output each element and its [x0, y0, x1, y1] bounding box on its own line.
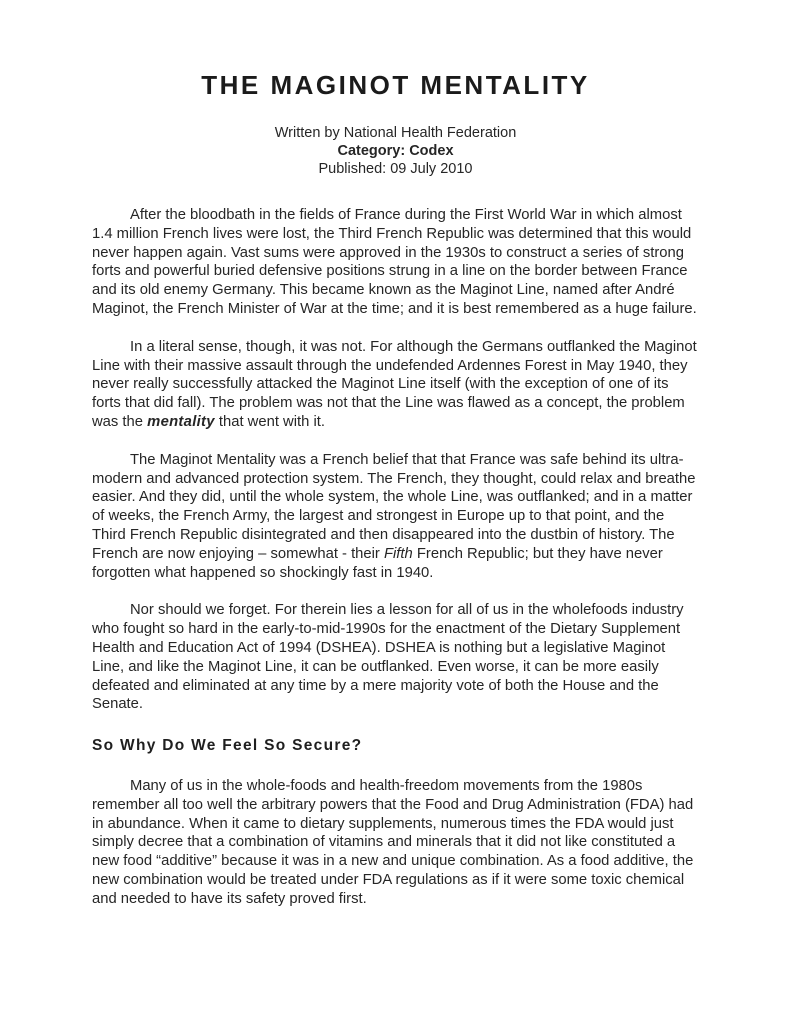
text-segment: Nor should we forget. For therein lies a lesson for all of us in the wholefoods industry who fought so hard in the early-to-mid-1990s for the enactment of the Dietary Supplement Health and Education Act of 1994 (DSHEA). DSHEA is nothing but a legislative Maginot Line, and like the Maginot Line, it can be outflanked. Even worse, it can be more easily defeated and eliminated at any time by a mere majority vote of both the House and the Senate. — [92, 602, 684, 713]
paragraph — [92, 777, 701, 909]
paragraph — [92, 206, 701, 319]
text-segment: Many of us in the whole-foods and health-freedom movements from the 1980s remember all too well the arbitrary powers that the Food and Drug Administration (FDA) had in abundance. When it came to dietary supplements, numerous times the FDA would just simply decree that a combination of vitamins and minerals that it did not like constituted a new food “additive” because it was in a new and unique combination. As a food additive, the new combination would be treated under FDA regulations as if it were some toxic chemical and needed to have its safety proved first. — [92, 777, 694, 907]
category-label: Category: Codex — [337, 143, 454, 159]
paragraph — [92, 601, 701, 714]
section-heading: So Why Do We Feel So Secure? — [92, 737, 363, 755]
document-meta — [0, 124, 791, 178]
byline: Written by National Health Federation — [274, 125, 517, 141]
document-header — [0, 0, 791, 178]
text-segment: After the bloodbath in the fields of France during the First World War in which almost 1.4 million French lives were lost, the Third French Republic was determined that this would never happen again. Vast sums were approved in the 1930s to construct a series of strong forts and powerful buried defensive positions strung in a line on the border between France and its old enemy Germany. This became known as the Maginot Line, named after André Maginot, the French Minister of War at the time; and it is best remembered as a huge failure. — [92, 207, 697, 317]
published-date: Published: 09 July 2010 — [318, 161, 473, 177]
text-segment: mentality — [147, 413, 215, 430]
paragraph — [92, 338, 701, 432]
text-segment: In a literal sense, though, it was not. For although the Germans outflanked the Maginot Line with their massive assault through the undefended Ardennes Forest in May 1940, they never really successfully attacked the Maginot Line itself (with the exception of one of its forts that did fall). The problem was not that the Line was flawed as a concept, the problem was the — [92, 338, 697, 430]
text-segment: Fifth — [383, 545, 413, 562]
document-body — [0, 206, 791, 909]
text-segment: that went with it. — [214, 413, 325, 430]
text-segment: French Republic; but they have never forgotten what happened so shockingly fast in 1940. — [92, 545, 663, 581]
document-title: THE MAGINOT MENTALITY — [201, 70, 590, 100]
paragraph — [92, 451, 701, 583]
text-segment: The Maginot Mentality was a French belief that that France was safe behind its ultra-modern and advanced protection system. The French, they thought, could relax and breathe easier. And they did, until the whole system, the whole Line, was outflanked; and in a matter of weeks, the French Army, the largest and strongest in Europe up to that point, and the Third French Republic disintegrated and then disappeared into the dustbin of history. The French are now enjoying – somewhat - their — [92, 451, 696, 562]
